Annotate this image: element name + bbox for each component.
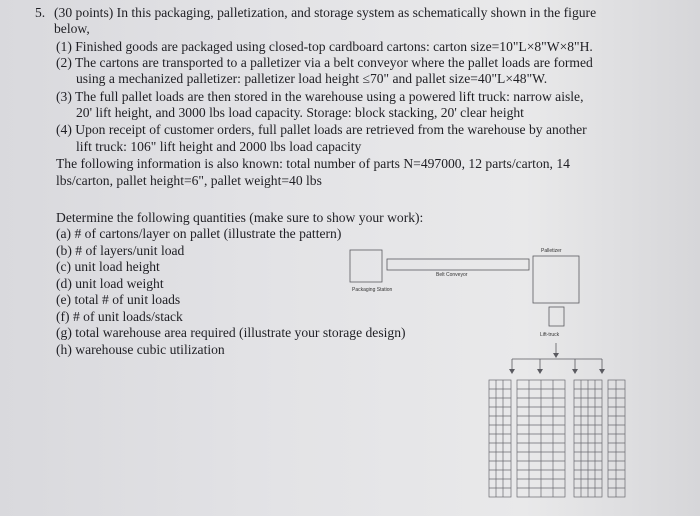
item-4: (4) Upon receipt of customer orders, full pallet loads are retrieved from the warehouse by another: [56, 122, 587, 137]
question-e: (e) total # of unit loads: [56, 292, 181, 307]
palletizer-label: Palletizer: [541, 248, 562, 254]
question-f: (f) # of unit loads/stack: [56, 309, 183, 324]
problem-number: 5.: [35, 5, 46, 20]
rack-3: [574, 380, 602, 497]
rack-1: [489, 380, 511, 497]
item-1: (1) Finished goods are packaged using closed-top cardboard cartons: carton size=10"L×8"W×8"H.: [56, 39, 593, 54]
question-b: (b) # of layers/unit load: [56, 243, 185, 258]
palletizer-box: [533, 256, 579, 303]
question-g: (g) total warehouse area required (illustrate your storage design): [56, 325, 406, 340]
belt-conveyor: [387, 259, 529, 270]
storage-racks: [489, 380, 625, 497]
item-3-cont: 20' lift height, and 3000 lbs load capacity. Storage: block stacking, 20' clear height: [76, 105, 524, 120]
lift-truck-label: Lift-truck: [540, 332, 560, 338]
known-info-cont: lbs/carton, pallet height=6", pallet weight=40 lbs: [56, 173, 322, 188]
arrow-head-icon: [553, 353, 559, 358]
problem-header-cont: below,: [54, 21, 90, 36]
packaging-station-box: [350, 250, 382, 282]
item-2-cont: using a mechanized palletizer: palletizer load height ≤70" and pallet size=40"L×48"W.: [76, 71, 548, 86]
packaging-station-label: Packaging Station: [352, 287, 393, 293]
rack-2: [517, 380, 565, 497]
question-d: (d) unit load weight: [56, 276, 164, 291]
rack-4: [608, 380, 625, 497]
item-2: (2) The cartons are transported to a palletizer via a belt conveyor where the pallet loads are formed: [56, 55, 593, 70]
determine-heading: Determine the following quantities (make sure to show your work):: [56, 210, 424, 225]
problem-header: (30 points) In this packaging, palletization, and storage system as schematically shown in the figure: [54, 5, 597, 20]
belt-conveyor-label: Belt Conveyor: [436, 272, 468, 278]
lift-truck-box: [549, 307, 564, 326]
question-h: (h) warehouse cubic utilization: [56, 342, 225, 357]
question-c: (c) unit load height: [56, 259, 160, 274]
known-info: The following information is also known: total number of parts N=497000, 12 parts/carton, 14: [56, 156, 570, 171]
question-a: (a) # of cartons/layer on pallet (illustrate the pattern): [56, 226, 342, 241]
item-3: (3) The full pallet loads are then stored in the warehouse using a powered lift truck: narrow aisle,: [56, 89, 584, 104]
item-4-cont: lift truck: 106" lift height and 2000 lbs load capacity: [76, 139, 362, 154]
